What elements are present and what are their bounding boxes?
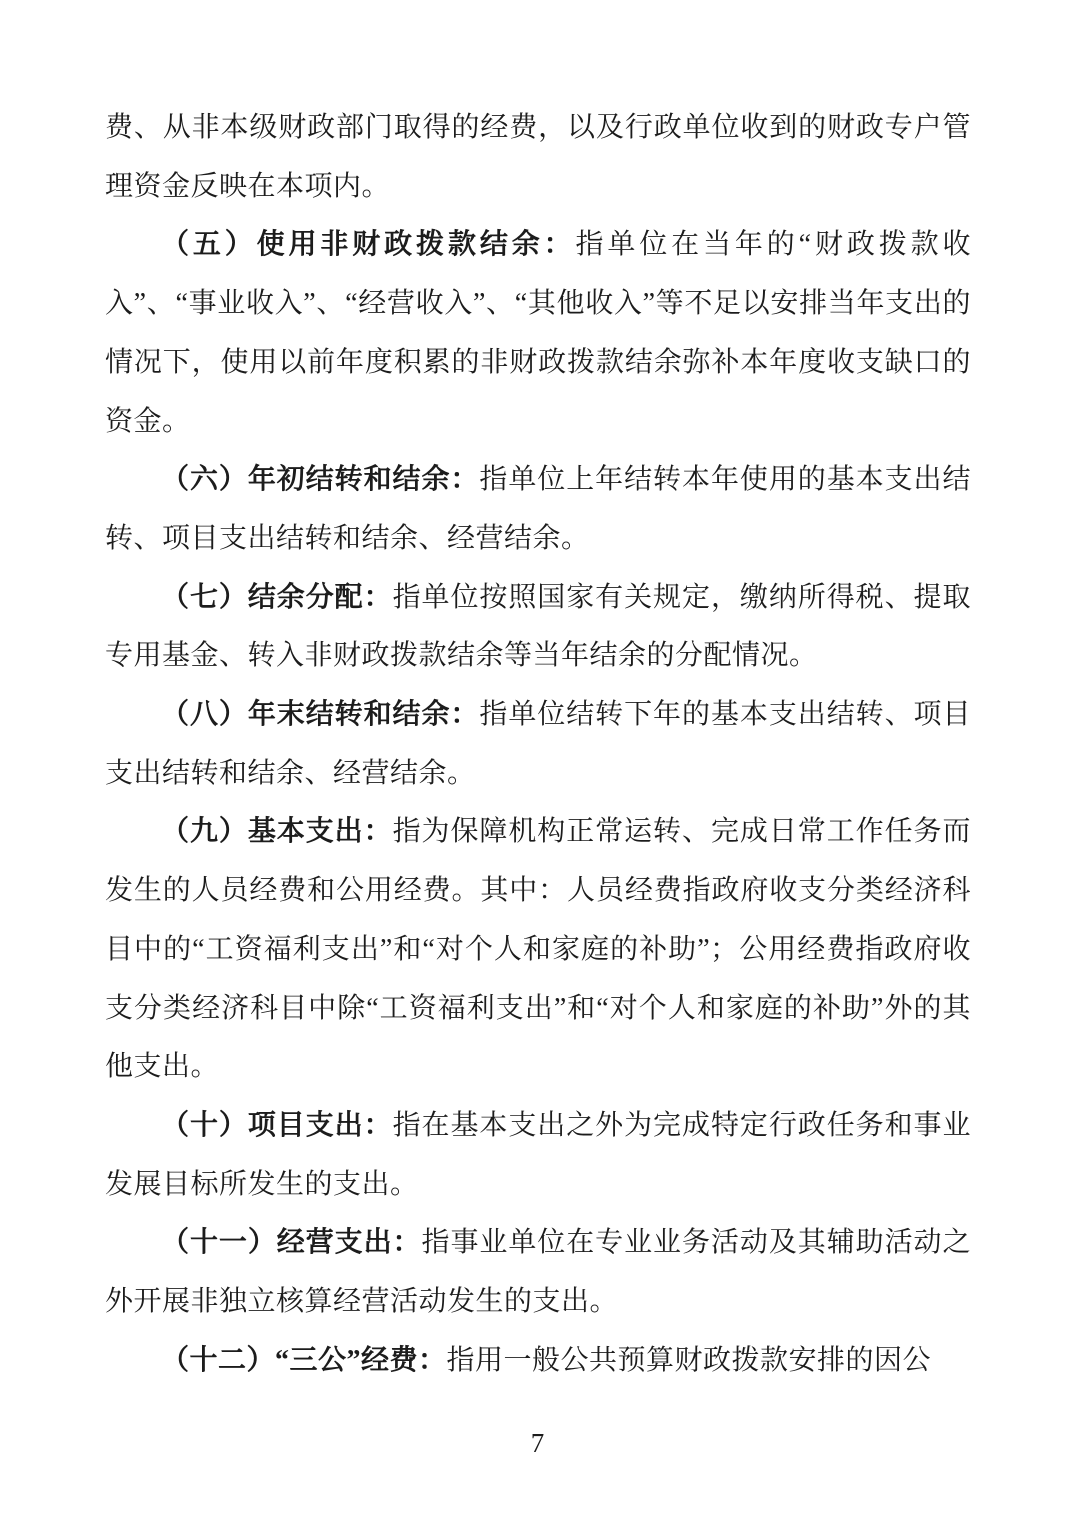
document-body [105,99,971,1390]
paragraph-lead: （八）年末结转和结余： [161,699,480,731]
paragraph-lead: （七）结余分配： [161,581,393,613]
page-footer [0,1428,1075,1459]
paragraph [105,216,971,451]
paragraph-lead: （十一）经营支出： [161,1227,422,1259]
paragraph [105,1214,971,1331]
paragraph [105,1332,971,1391]
paragraph-lead: （九）基本支出： [161,816,393,848]
paragraph-text: 指在基本支出之外为完成特定行政任务和事业发展目标所发生的支出。 [105,1109,971,1200]
paragraph-text: 指单位结转下年的基本支出结转、项目支出结转和结余、经营结余。 [105,699,971,789]
paragraph [105,1097,971,1214]
paragraph-text: 指单位按照国家有关规定，缴纳所得税、提取专用基金、转入非财政拨款结余等当年结余的分配情况。 [105,581,971,672]
paragraph-text: 指用一般公共预算财政拨款安排的因公 [446,1344,932,1376]
paragraph-lead: （十）项目支出： [161,1109,393,1141]
paragraph [105,99,971,216]
paragraph [105,686,971,803]
paragraph-lead: （十二）“三公”经费： [161,1344,447,1376]
paragraph [105,569,971,686]
paragraph-lead: （六）年初结转和结余： [161,464,480,496]
paragraph [105,803,971,1097]
paragraph [105,451,971,568]
paragraph-text: 指为保障机构正常运转、完成日常工作任务而发生的人员经费和公用经费。其中：人员经费指政府收支分类经济科目中的“工资福利支出”和“对个人和家庭的补助”；公用经费指政府收支分类经济科目中除“工资福利支出”和“对个人和家庭的补助”外的其他支出。 [105,816,971,1083]
paragraph-text: 指事业单位在专业业务活动及其辅助活动之外开展非独立核算经营活动发生的支出。 [105,1227,971,1318]
paragraph-text: 费、从非本级财政部门取得的经费，以及行政单位收到的财政专户管理资金反映在本项内。 [105,112,971,202]
paragraph-text: 指单位上年结转本年使用的基本支出结转、项目支出结转和结余、经营结余。 [105,464,971,554]
paragraph-text: 指单位在当年的“财政拨款收入”、“事业收入”、“经营收入”、“其他收入”等不足以安排当年支出的情况下，使用以前年度积累的非财政拨款结余弥补本年度收支缺口的资金。 [105,229,971,437]
page-number: 7 [530,1428,545,1458]
paragraph-lead: （五）使用非财政拨款结余： [161,229,576,261]
